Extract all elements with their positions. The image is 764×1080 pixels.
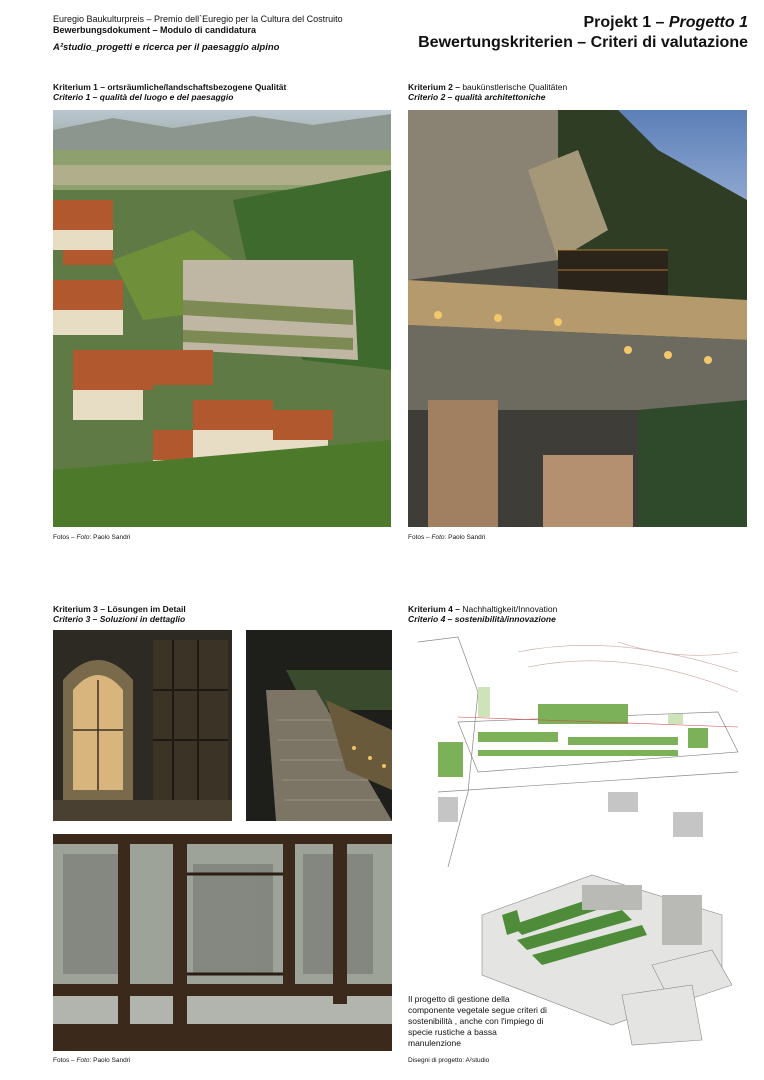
caption-1: Fotos – Foto: Paolo Sandri [53, 534, 131, 541]
photo-village-landscape [53, 110, 391, 527]
photo-terraces-night [408, 110, 747, 527]
studio-name: A²studio_progetti e ricerca per il paesaggio alpino [53, 42, 280, 53]
header-line1: Euregio Baukulturpreis – Premio dell`Euregio per la Cultura del Costruito [53, 14, 343, 24]
sustainability-note: Il progetto di gestione della componente vegetale segue criteri di sostenibilità , anche con l'impiego di specie rustiche a bassa manulenzione [408, 994, 547, 1048]
criteria-title: Bewertungskriterien – Criteri di valutazione [418, 34, 748, 51]
project-title: Projekt 1 – Progetto 1 [583, 14, 748, 31]
caption-2: Fotos – Foto: Paolo Sandri [408, 534, 486, 541]
site-plan-drawing [418, 632, 740, 867]
caption-4: Disegni di progetto: A²studio [408, 1057, 490, 1064]
photo-arched-door [53, 630, 232, 821]
criterion-1-heading: Kriterium 1 – ortsräumliche/landschaftsbezogene Qualität Criterio 1 – qualità del luogo e del paesaggio [53, 82, 287, 102]
caption-3: Fotos – Foto: Paolo Sandri [53, 1057, 131, 1064]
header-line2: Bewerbungsdokument – Modulo di candidatura [53, 25, 257, 35]
photo-window-frames [53, 834, 392, 1051]
criterion-4-heading: Kriterium 4 – Nachhaltigkeit/Innovation Criterio 4 – sostenibilità/innovazione [408, 604, 558, 624]
criterion-2-heading: Kriterium 2 – baukünstlerische Qualitäten Criterio 2 – qualità architettoniche [408, 82, 568, 102]
photo-stairway [246, 630, 392, 821]
project-header [418, 13, 748, 53]
criterion-3-heading: Kriterium 3 – Lösungen im Detail Criterio 3 – Soluzioni in dettaglio [53, 604, 186, 624]
document-header [53, 14, 343, 53]
